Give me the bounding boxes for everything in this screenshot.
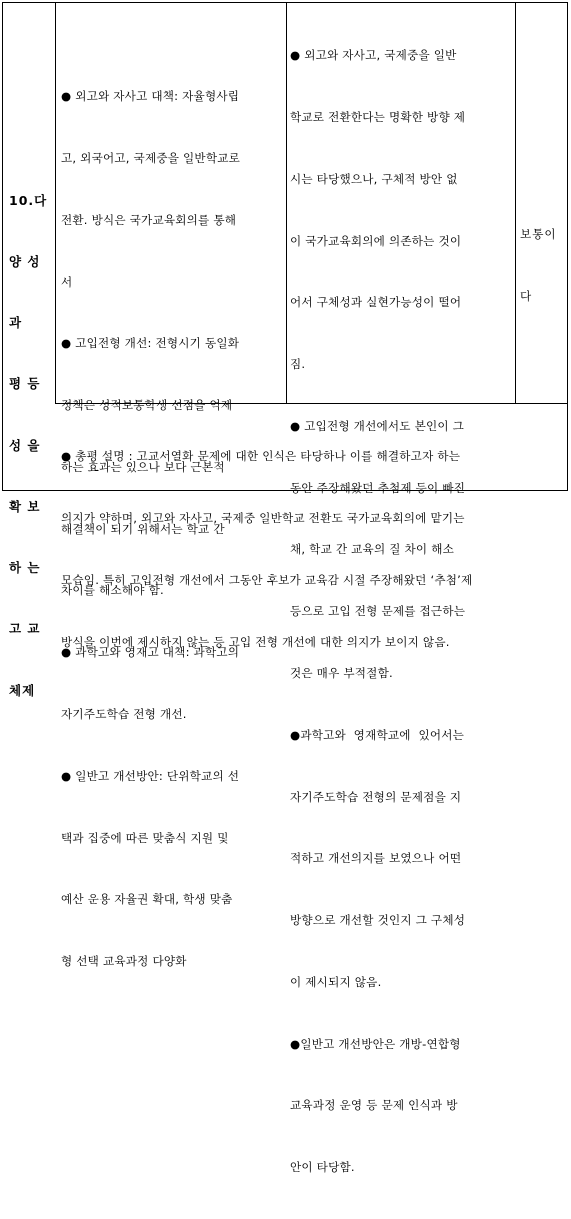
assessment-line: 동안 주장해왔던 추첨제 등이 빠진 — [290, 480, 466, 495]
category-line: 확 보 — [9, 498, 41, 514]
category-line: 과 — [9, 315, 23, 331]
assessment-line: 방향으로 개선할 것인지 그 구체성 — [290, 913, 466, 928]
pledge-line: 해결책이 되기 위해서는 학교 간 — [61, 521, 225, 536]
category-line: 양 성 — [9, 254, 41, 270]
assessment-line: 자기주도학습 전형의 문제점을 지 — [290, 789, 462, 804]
assessment-line: ●일반고 개선방안은 개방-연합형 — [290, 1036, 461, 1051]
pledge-line: 하는 효과는 있으나 보다 근본적 — [61, 459, 225, 474]
assessment-line: 어서 구체성과 실현가능성이 떨어 — [290, 295, 462, 310]
summary-line: 모습임. 특히 고입전형 개선에서 그동안 후보가 교육감 시절 주장해왔던 ‘추첨’제 — [61, 572, 473, 587]
category-cell — [9, 150, 55, 742]
col-divider-2 — [286, 3, 287, 403]
pledge-line: 고, 외국어고, 국제중을 일반학교로 — [61, 150, 241, 165]
summary-cell — [61, 405, 565, 693]
summary-line: ● 총평 설명 : 고교서열화 문제에 대한 인식은 타당하나 이를 해결하고자 하는 — [61, 449, 461, 464]
evaluation-table — [2, 2, 568, 1175]
category-line: 10.다 — [9, 192, 48, 208]
category-line: 체제 — [9, 682, 36, 698]
assessment-line: 채, 학교 간 교육의 질 차이 해소 — [290, 542, 454, 557]
pledge-line: ● 외고와 자사고 대책: 자율형사립 — [61, 89, 240, 104]
pledge-line: 자기주도학습 전형 개선. — [61, 707, 187, 721]
col-divider-3 — [515, 3, 516, 403]
pledge-line: 전환. 방식은 국가교육회의를 통해 — [61, 212, 237, 227]
rating-line: 보통이 — [520, 227, 557, 242]
pledge-line: 정책은 성적보통학생 선점을 억제 — [61, 398, 233, 413]
rating-line: 다 — [520, 288, 533, 303]
category-line: 성 을 — [9, 437, 41, 453]
assessment-line: 짐. — [290, 357, 306, 372]
assessment-line: 이 국가교육회의에 의존하는 것이 — [290, 233, 462, 248]
summary-line: 방식을 이번에 제시하지 않는 등 고입 전형 개선에 대한 의지가 보이지 않음. — [61, 634, 450, 649]
pledge-line: ● 과학고와 영재고 대책: 과학고의 — [61, 645, 240, 660]
assessment-line: 교육과정 운영 등 문제 인식과 방 — [290, 1098, 458, 1113]
pledge-line: 형 선택 교육과정 다양화 — [61, 954, 187, 969]
col-divider-1 — [55, 3, 56, 403]
rating-cell — [520, 183, 566, 348]
pledge-line: ● 고입전형 개선: 전형시기 동일화 — [61, 336, 240, 351]
assessment-line: ● 외고와 자사고, 국제중을 일반 — [290, 48, 457, 63]
assessment-line: 이 제시되지 않음. — [290, 974, 382, 989]
assessment-line: 시는 타당했으나, 구체적 방안 없 — [290, 171, 458, 186]
assessment-line: 것은 매우 부적절함. — [290, 666, 393, 680]
pledge-line: ● 일반고 개선방안: 단위학교의 선 — [61, 768, 240, 783]
pledge-line: 예산 운용 자율권 확대, 학생 맞춤 — [61, 892, 233, 907]
pledge-line: 택과 집중에 따른 맞춤식 지원 및 — [61, 830, 229, 845]
category-line: 고 교 — [9, 621, 41, 637]
assessment-line: 학교로 전환한다는 명확한 방향 제 — [290, 109, 466, 124]
assessment-line: ● 고입전형 개선에서도 본인이 그 — [290, 418, 465, 433]
pledge-line: 서 — [61, 274, 73, 289]
summary-line: 의지가 약하며, 외고와 자사고, 국제중 일반학교 전환도 국가교육회의에 맡기는 — [61, 510, 465, 525]
assessment-line: 안이 타당함. — [290, 1160, 355, 1175]
category-line: 평 등 — [9, 376, 41, 392]
category-line: 하 는 — [9, 560, 41, 576]
pledge-line: 차이를 해소해야 함. — [61, 583, 164, 598]
assessment-line: 등으로 고입 전형 문제를 접근하는 — [290, 604, 466, 619]
assessment-line: 적하고 개선의지를 보였으나 어떤 — [290, 851, 462, 866]
assessment-line: ●과학고와 영재학교에 있어서는 — [290, 727, 465, 742]
